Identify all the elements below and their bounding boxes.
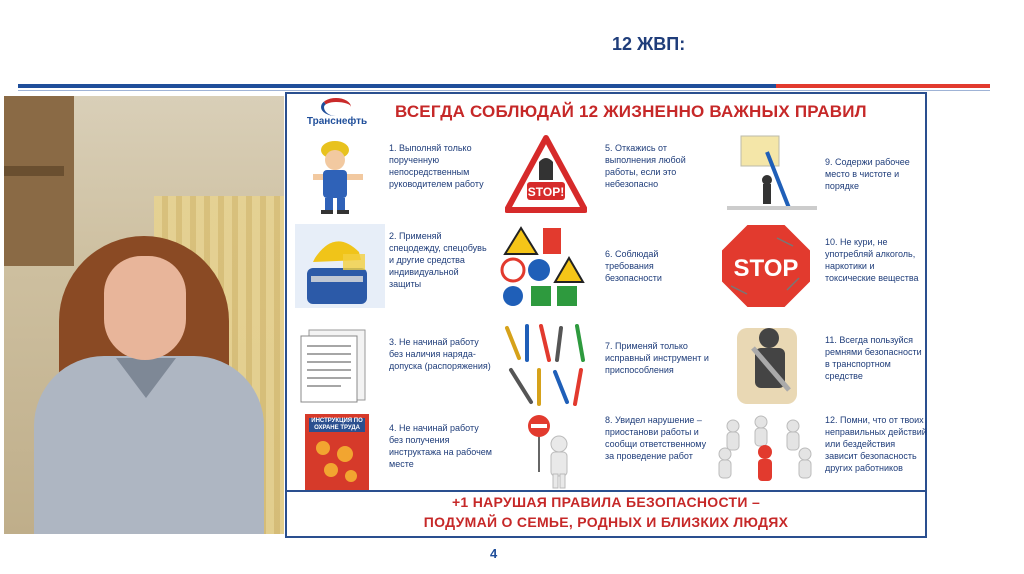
- rule-3-text: 3. Не начинай работу без наличия наряда-допуска (распоряжения): [389, 337, 491, 371]
- rule-2-text: 2. Применяй спецодежду, спецобувь и другие средства индивидуальной защиты: [389, 231, 487, 289]
- rule-9-text: 9. Содержи рабочее место в чистоте и порядке: [825, 157, 910, 191]
- header-rule-blue: [18, 84, 776, 88]
- header-rule-red: [776, 84, 990, 88]
- rule-6-text: 6. Соблюдай требования безопасности: [605, 249, 662, 283]
- clean-workplace-icon: [727, 134, 817, 214]
- poster-footer: [287, 490, 925, 536]
- stop-sign-small-text: STOP!: [527, 185, 565, 199]
- stop-hand-warning-icon: [505, 134, 587, 214]
- safety-signs-grid-icon: [499, 224, 597, 312]
- rule-8-text: 8. Увидел нарушение – приостанови работы и сообщи ответственному за проведение работ: [605, 415, 707, 461]
- logo-text: Транснефть: [306, 116, 368, 127]
- stop-sign-large-text: STOP: [733, 255, 799, 282]
- rule-10-text: 10. Не кури, не употребляй алкоголь, наркотики и токсические вещества: [825, 237, 919, 283]
- rule-11-text: 11. Всегда пользуйся ремнями безопасности в транспортном средстве: [825, 335, 922, 381]
- booklet-title: ИНСТРУКЦИЯ ПО ОХРАНЕ ТРУДА: [309, 418, 365, 432]
- webcam-video: [4, 96, 284, 534]
- protective-gear-icon: [295, 224, 385, 308]
- page-number: 4: [490, 546, 498, 561]
- header-rule-thin: [18, 90, 990, 91]
- rule-4-text: 4. Не начинай работу без получения инструктажа на рабочем месте: [389, 423, 492, 469]
- poster-heading: ВСЕГДА СОБЛЮДАЙ 12 ЖИЗНЕННО ВАЖНЫХ ПРАВИЛ: [395, 102, 867, 121]
- background-shelf: [4, 96, 74, 266]
- rule-1-text: 1. Выполняй только порученную непосредственным руководителем работу: [389, 143, 484, 189]
- stop-sign-icon: [717, 220, 815, 312]
- safety-instruction-booklet-icon: [305, 414, 369, 492]
- rule-12-text: 12. Помни, что от твоих неправильных действий или бездействия зависит безопасность других работников: [825, 415, 927, 473]
- safety-poster: [285, 92, 927, 538]
- person-with-no-entry-sign-icon: [515, 412, 585, 492]
- rule-5-text: 5. Откажись от выполнения любой работы, если это небезопасно: [605, 143, 686, 189]
- team-circle-icon: [713, 412, 821, 488]
- slide-title: 12 ЖВП:: [612, 34, 686, 54]
- footer-line-2: ПОДУМАЙ О СЕМЬЕ, РОДНЫХ И БЛИЗКИХ ЛЮДЯХ: [423, 514, 789, 530]
- logo-swoosh-icon: [321, 98, 351, 116]
- footer-line-1: +1 НАРУШАЯ ПРАВИЛА БЕЗОПАСНОСТИ –: [451, 494, 761, 510]
- background-shelf-board: [4, 166, 64, 176]
- worker-cartoon-icon: [295, 136, 385, 216]
- work-permit-document-icon: [295, 322, 383, 406]
- tools-icon: [497, 320, 599, 410]
- seatbelt-icon: [723, 320, 819, 410]
- person-face: [104, 256, 186, 360]
- rule-7-text: 7. Применяй только исправный инструмент и приспособления: [605, 341, 709, 375]
- transneft-logo: [291, 98, 383, 134]
